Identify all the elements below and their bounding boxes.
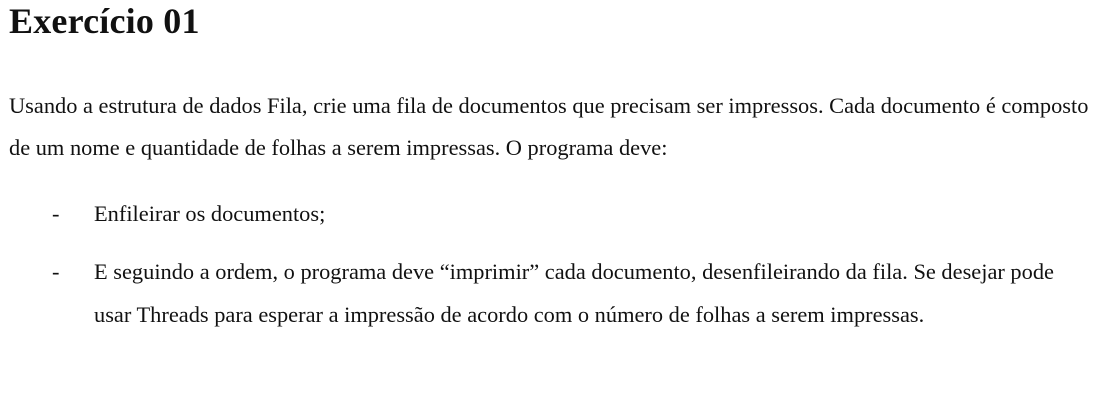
list-item: [0, 250, 1084, 336]
requirements-list: [0, 192, 1104, 351]
exercise-title: Exercício 01: [9, 1, 200, 41]
list-item-text: Enfileirar os documentos;: [94, 201, 326, 226]
list-item-text: E seguindo a ordem, o programa deve “imprimir” cada documento, desenfileirando da fila. Se desejar pode usar Threads para esperar a impressão de acordo com o número de folhas a serem impressas.: [94, 259, 1054, 327]
exercise-description: Usando a estrutura de dados Fila, crie uma fila de documentos que precisam ser impressos. Cada documento é composto de um nome e quantidade de folhas a serem impressas. O programa deve:: [9, 93, 1089, 160]
dash-bullet: -: [52, 259, 60, 284]
list-item: [0, 192, 1084, 235]
dash-bullet: -: [52, 201, 60, 226]
